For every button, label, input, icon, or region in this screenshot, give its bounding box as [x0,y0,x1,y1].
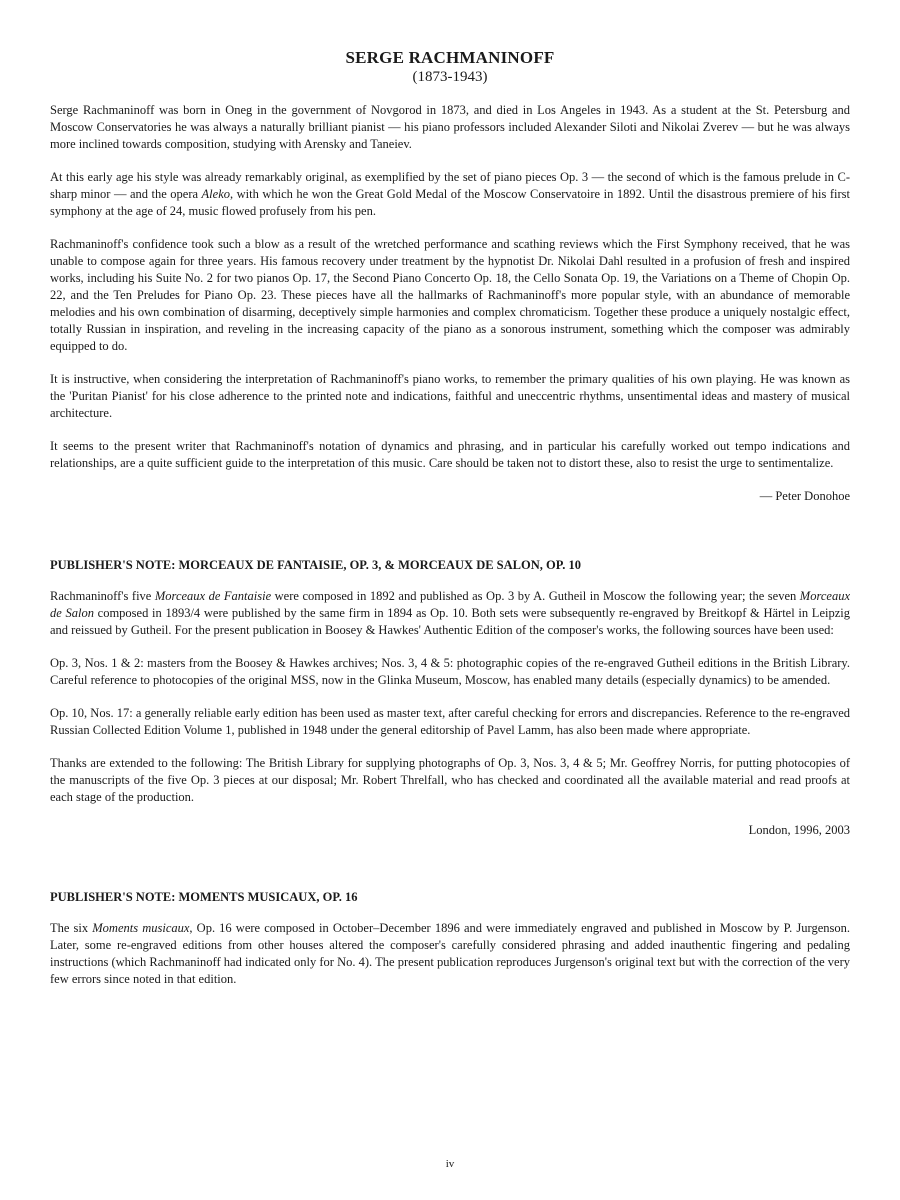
paragraph: Op. 10, Nos. 17: a generally reliable early edition has been used as master text, after careful checking for errors and discrepancies. Reference to the re-engraved Russian Collected Edition Volume 1, published in 1948 under the general editorship of Pavel Lamm, has also been made where appropriate. [50,706,850,737]
paragraph: Rachmaninoff's confidence took such a blow as a result of the wretched performance and scathing reviews which the First Symphony received, that he was unable to compose again for three years. His famous recovery under treatment by the hypnotist Dr. Nikolai Dahl resulted in a profusion of fresh and inspired works, including his Suite No. 2 for two pianos Op. 17, the Second Piano Concerto Op. 18, the Cello Sonata Op. 19, the Variations on a Theme of Chopin Op. 22, and the Ten Preludes for Piano Op. 23. These pieces have all the hallmarks of Rachmaninoff's more popular style, with an abundance of memorable melodies and his own combination of disarming, deceptively simple harmonies and complex chromaticism. Together these produce a uniquely nostalgic effect, totally Russian in inspiration, and reveling in the increasing capacity of the piano as a sonorous instrument, something which the composer was admirably equipped to do. [50,237,850,353]
paragraph: It seems to the present writer that Rachmaninoff's notation of dynamics and phrasing, and in particular his carefully worked out tempo indications and relationships, are a quite sufficient guide to the interpretation of this music. Care should be taken not to distort these, also to resist the urge to sentimentalize. [50,439,850,470]
paragraph: It is instructive, when considering the interpretation of Rachmaninoff's piano works, to remember the primary qualities of his own playing. He was known as the 'Puritan Pianist' for his close adherence to the printed note and indications, faithful and uneccentric rhythms, unsentimental ideas and mastery of musical architecture. [50,372,850,420]
note-signature: London, 1996, 2003 [748,823,850,837]
italic-title: Moments musicaux [92,921,190,935]
text-run: were composed in 1892 and published as Op. 3 by A. Gutheil in Moscow the following year; the seven [271,589,800,603]
author-signature: — Peter Donohoe [759,489,850,503]
paragraph: Serge Rachmaninoff was born in Oneg in the government of Novgorod in 1873, and died in Los Angeles in 1943. As a student at the St. Petersburg and Moscow Conservatories he was always a naturally brilliant pianist — his piano professors included Alexander Siloti and Nikolai Zverev — but he was always more inclined towards composition, studying with Arensky and Taneiev. [50,103,850,151]
paragraph [50,169,850,220]
section-heading: PUBLISHER'S NOTE: MOMENTS MUSICAUX, OP. 16 [50,890,358,904]
italic-title: Morceaux de Salon [50,589,850,620]
page-number: iv [445,1158,455,1170]
paragraph [50,588,850,639]
paragraph [50,920,850,988]
text-run: At this early age his style was already remarkably original, as exemplified by the set of piano pieces Op. 3 — the second of which is the famous prelude in C-sharp minor — and the opera [50,170,850,201]
page-title: SERGE RACHMANINOFF [345,48,555,67]
composer-dates: (1873-1943) [412,69,488,85]
paragraph: Thanks are extended to the following: The British Library for supplying photographs of Op. 3, Nos. 3, 4 & 5; Mr. Geoffrey Norris, for putting photocopies of the manuscripts of the five Op. 3 pieces at our disposal; Mr. Robert Threlfall, who has checked and coordinated all the available material and read proofs at each stage of the production. [50,756,850,804]
text-run: Rachmaninoff's five [50,589,155,603]
text-run: The six [50,921,93,935]
text-run: composed in 1893/4 were published by the same firm in 1894 as Op. 10. Both sets were subsequently re-engraved by Breitkopf & Härtel in Leipzig and reissued by Gutheil. For the present publication in Boosey & Hawkes' Authentic Edition of the composer's works, the following sources have been used: [50,606,850,637]
biography-section [50,102,850,505]
section-heading: PUBLISHER'S NOTE: MORCEAUX DE FANTAISIE, OP. 3, & MORCEAUX DE SALON, OP. 10 [50,558,581,572]
publishers-note-op3-op10 [50,557,850,839]
publishers-note-op16 [50,889,850,988]
document-page [50,48,850,1004]
text-run: , with which he won the Great Gold Medal of the Moscow Conservatoire in 1892. Until the disastrous premiere of his first symphony at the age of 24, music flowed profusely from his pen. [50,187,851,218]
text-run: , Op. 16 were composed in October–December 1896 and were immediately engraved and published in Moscow by P. Jurgenson. Later, some re-engraved editions from other houses altered the composer's carefully considered phrasing and added inauthentic fingering and pedaling instructions (which Rachmaninoff had indicated only for No. 4). The present publication reproduces Jurgenson's original text but with the correction of the very few errors since noted in that edition. [50,921,850,986]
italic-title: Aleko [201,187,231,201]
paragraph: Op. 3, Nos. 1 & 2: masters from the Boosey & Hawkes archives; Nos. 3, 4 & 5: photographic copies of the re-engraved Gutheil editions in the British Library. Careful reference to photocopies of the original MSS, now in the Glinka Museum, Moscow, has enabled many details (especially dynamics) to be amended. [50,656,850,687]
italic-title: Morceaux de Fantaisie [154,589,272,603]
